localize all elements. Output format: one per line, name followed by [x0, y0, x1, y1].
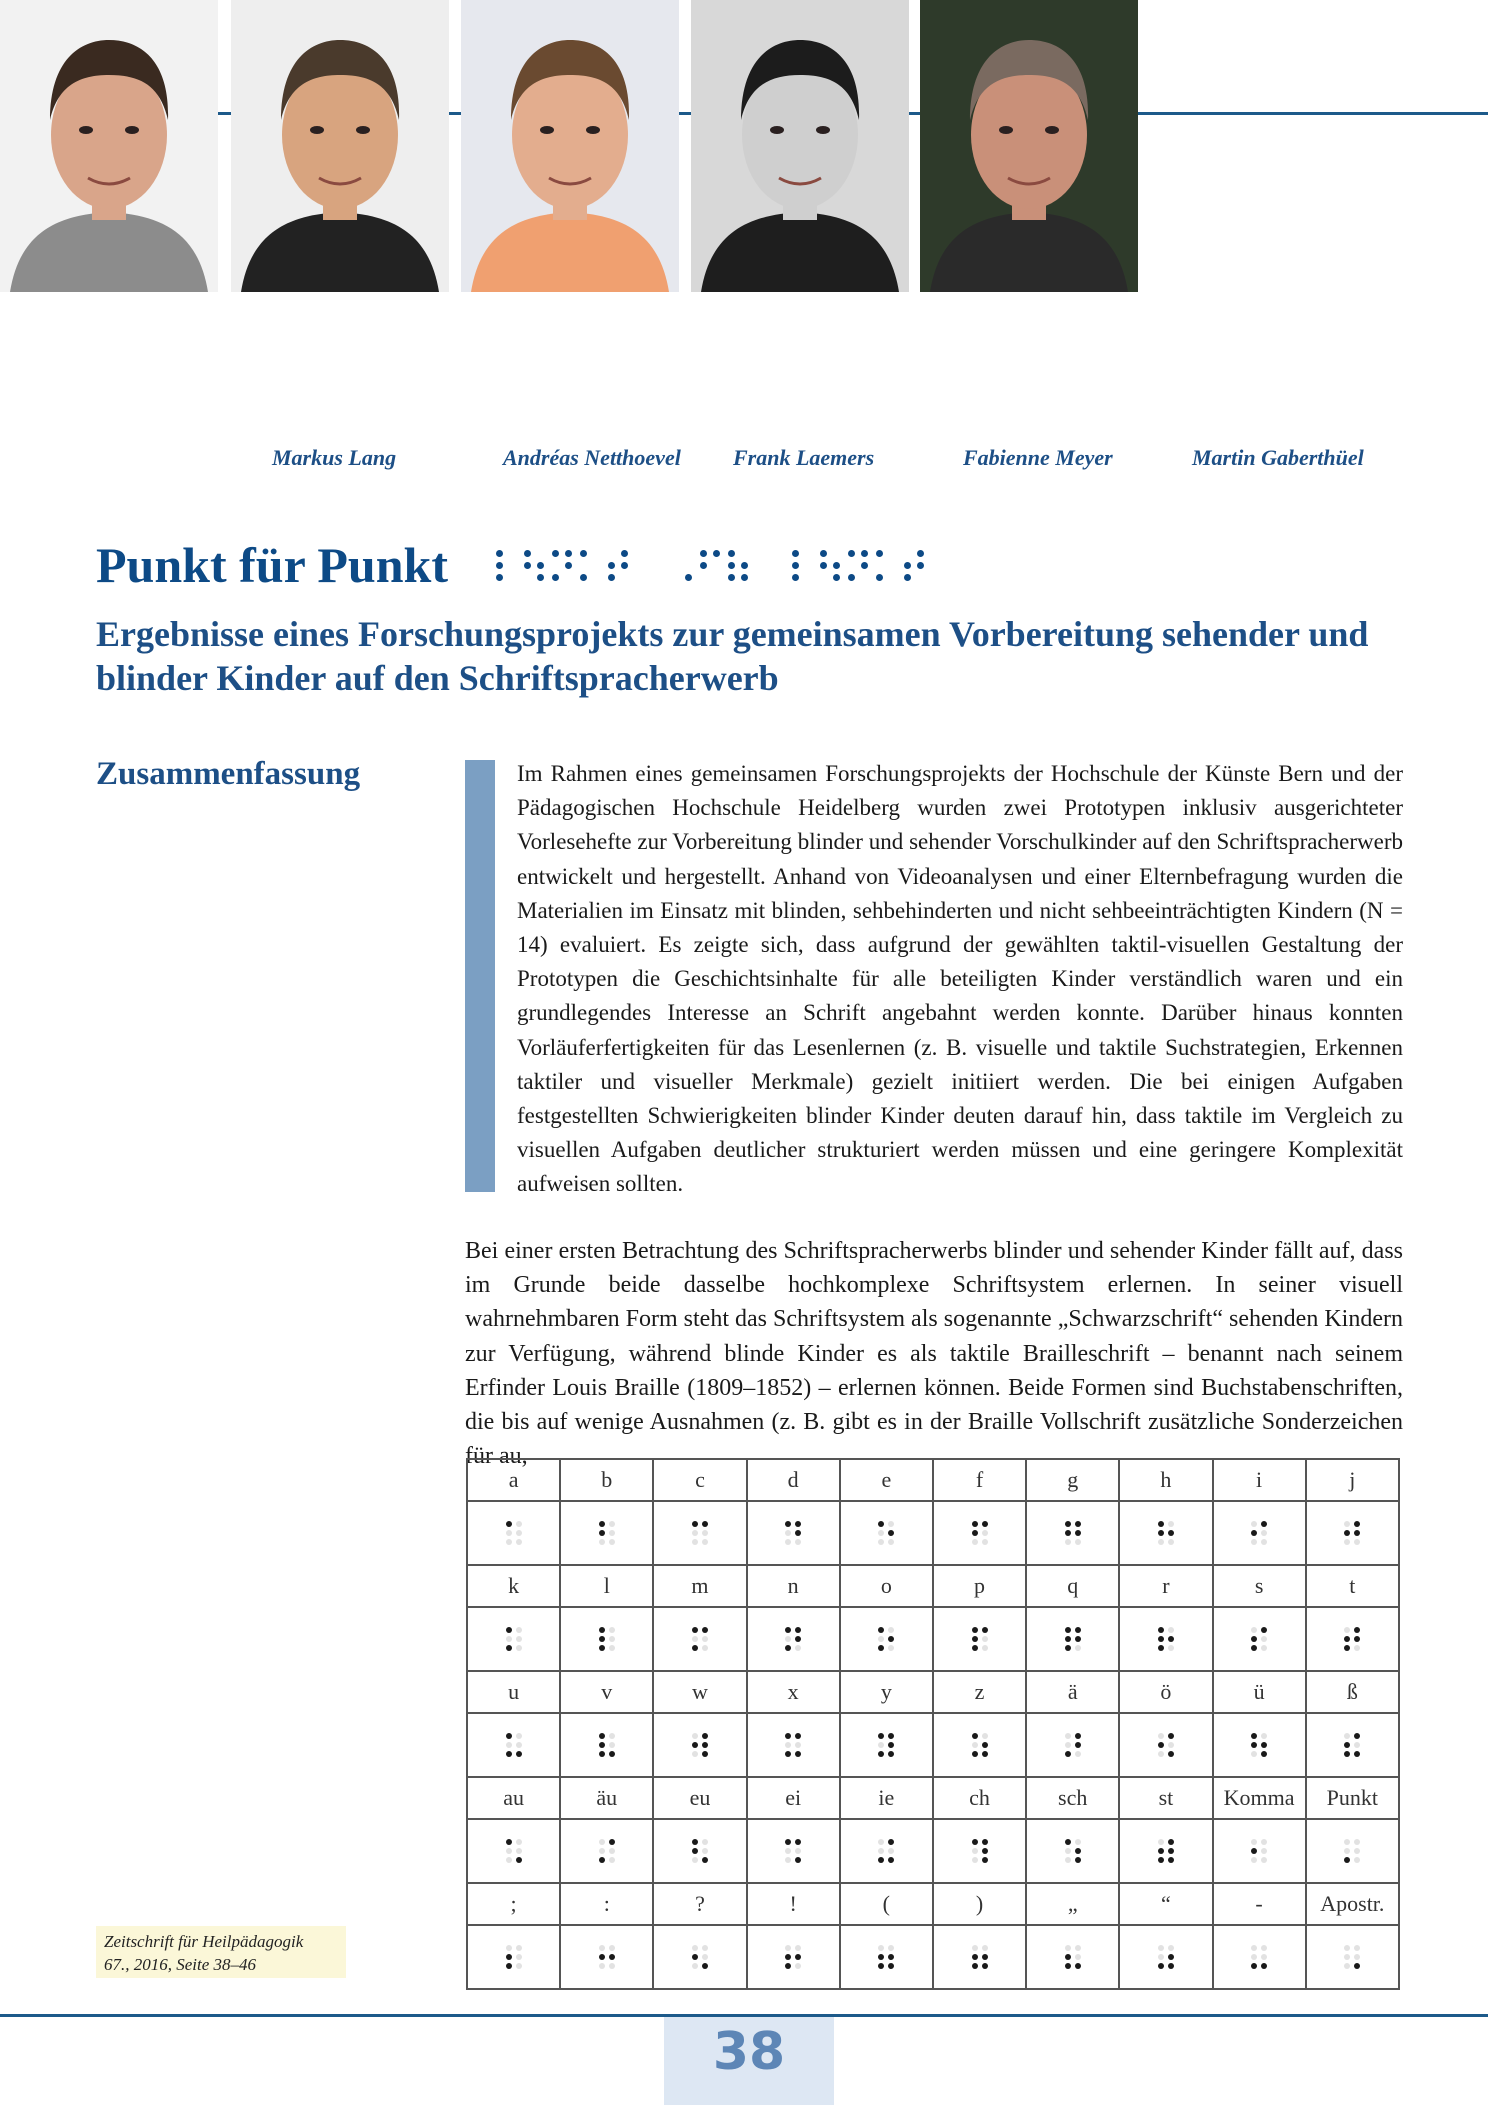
braille-symbol — [933, 1607, 1026, 1671]
letter-label: n — [747, 1565, 840, 1607]
braille-symbol — [840, 1501, 933, 1565]
braille-symbol — [747, 1925, 840, 1989]
braille-cell — [1158, 1839, 1174, 1863]
braille-cell — [878, 1521, 894, 1545]
letter-label: i — [1213, 1459, 1306, 1501]
braille-cell — [785, 1733, 801, 1757]
body-text: Bei einer ersten Betrachtung des Schriftspracherwerbs blinder und sehender Kinder fällt auf, dass im Grunde beide dasselbe hochkomplexe Schriftsystem erlernen. In seiner visuell wahrnehmbaren Form steht das Schriftsystem als sogenannte „Schwarzschrift“ sehenden Kindern zur Verfügung, während blinde Kinder es als taktile Brailleschrift – benannt nach seinem Erfinder Louis Braille (1809–1852) – erlernen können. Beide Formen sind Buchstabenschriften, die bis auf wenige Ausnahmen (z. B. gibt es in der Braille Vollschrift zusätzliche Sonderzeichen für au, — [465, 1238, 1403, 1470]
letter-label: r — [1119, 1565, 1212, 1607]
letter-label: y — [840, 1671, 933, 1713]
braille-cell — [599, 1521, 615, 1545]
braille-cell — [672, 550, 692, 581]
letter-label: p — [933, 1565, 1026, 1607]
braille-cell — [785, 1945, 801, 1969]
braille-cell — [728, 550, 748, 581]
letter-label: “ — [1119, 1883, 1212, 1925]
braille-cell — [820, 550, 840, 581]
letter-label: c — [653, 1459, 746, 1501]
braille-cell — [904, 550, 924, 581]
letter-label: d — [747, 1459, 840, 1501]
abstract-text: Im Rahmen eines gemeinsamen Forschungsprojekts der Hochschule der Künste Bern und der Pädagogischen Hochschule Heidelberg wurden zwei Prototypen inklusiv ausgerichteter Vorlesehefte zur Vorbereitung blinder und sehender Vorschulkinder auf den Schriftspracherwerb entwickelt und hergestellt. Anhand von Videoanalysen und einer Elternbefragung wurden die Materialien im Einsatz mit blinden, sehbehinderten und nicht sehbeeinträchtigten Kindern (N = 14) evaluiert. Es zeigte sich, dass aufgrund der gewählten taktil-visuellen Gestaltung der Prototypen die Geschichtsinhalte für alle beteiligten Kinder verständlich waren und ein grundlegendes Interesse an Schrift angebahnt werden konnte. Darüber hinaus konnten Vorläuferfertigkeiten für das Lesenlernen (z. B. visuelle und taktile Suchstrategien, Erkennen taktiler und visueller Merkmale) gezielt initiiert werden. Die bei einigen Aufgaben festgestellten Schwierigkeiten blinder Kinder deuten darauf hin, dass taktile im Vergleich zu visuellen Aufgaben deutlicher strukturiert werden müssen und eine geringere Komplexität aufweisen sollten. — [517, 761, 1403, 1197]
letter-label: : — [560, 1883, 653, 1925]
braille-cell — [506, 1945, 522, 1969]
braille-cell — [972, 1627, 988, 1651]
letter-label: o — [840, 1565, 933, 1607]
journal-reference — [96, 1926, 346, 1978]
braille-cell — [1251, 1733, 1267, 1757]
table-row-braille — [467, 1607, 1399, 1671]
braille-cell — [496, 550, 516, 581]
page-number: 38 — [712, 2022, 786, 2082]
braille-cell — [1344, 1839, 1360, 1863]
braille-symbol — [933, 1501, 1026, 1565]
braille-symbol — [1119, 1501, 1212, 1565]
title-braille — [496, 550, 924, 581]
braille-cell — [848, 550, 868, 581]
braille-cell — [1251, 1627, 1267, 1651]
braille-symbol — [1213, 1819, 1306, 1883]
braille-cell — [692, 1839, 708, 1863]
braille-symbol — [1026, 1713, 1119, 1777]
table-row-labels — [467, 1777, 1399, 1819]
braille-word — [672, 550, 748, 581]
letter-label: x — [747, 1671, 840, 1713]
braille-cell — [972, 1839, 988, 1863]
braille-cell — [1065, 1839, 1081, 1863]
braille-cell — [1158, 1521, 1174, 1545]
braille-symbol — [653, 1925, 746, 1989]
table-row-braille — [467, 1925, 1399, 1989]
letter-label: v — [560, 1671, 653, 1713]
braille-cell — [692, 1627, 708, 1651]
braille-symbol — [1306, 1819, 1399, 1883]
braille-cell — [1158, 1627, 1174, 1651]
table-row-braille — [467, 1501, 1399, 1565]
braille-symbol — [467, 1713, 560, 1777]
braille-cell — [878, 1627, 894, 1651]
braille-symbol — [1306, 1713, 1399, 1777]
letter-label: Punkt — [1306, 1777, 1399, 1819]
portrait-image — [231, 0, 449, 292]
letter-label: j — [1306, 1459, 1399, 1501]
braille-symbol — [1213, 1925, 1306, 1989]
braille-symbol — [1213, 1501, 1306, 1565]
braille-symbol — [560, 1501, 653, 1565]
braille-cell — [599, 1627, 615, 1651]
letter-label: s — [1213, 1565, 1306, 1607]
author-name: Andréas Netthoevel — [503, 445, 681, 470]
braille-symbol — [1306, 1925, 1399, 1989]
braille-symbol — [1026, 1925, 1119, 1989]
letter-label: - — [1213, 1883, 1306, 1925]
journal-volume: 67., 2016, Seite 38–46 — [104, 1955, 257, 1974]
table-row-braille — [467, 1713, 1399, 1777]
braille-cell — [692, 1733, 708, 1757]
braille-symbol — [840, 1607, 933, 1671]
braille-cell — [972, 1521, 988, 1545]
braille-cell — [1251, 1839, 1267, 1863]
letter-label: h — [1119, 1459, 1212, 1501]
braille-cell — [785, 1521, 801, 1545]
braille-symbol — [560, 1819, 653, 1883]
abstract-accent-bar — [465, 760, 495, 1192]
braille-cell — [1344, 1945, 1360, 1969]
braille-cell — [506, 1521, 522, 1545]
letter-label: m — [653, 1565, 746, 1607]
braille-cell — [1065, 1521, 1081, 1545]
letter-label: e — [840, 1459, 933, 1501]
braille-cell — [692, 1945, 708, 1969]
braille-symbol — [653, 1607, 746, 1671]
braille-symbol — [467, 1501, 560, 1565]
author-photo — [0, 0, 218, 292]
braille-cell — [506, 1733, 522, 1757]
braille-symbol — [1306, 1501, 1399, 1565]
table-row-braille — [467, 1819, 1399, 1883]
braille-cell — [506, 1627, 522, 1651]
letter-label: sch — [1026, 1777, 1119, 1819]
braille-cell — [599, 1945, 615, 1969]
letter-label: ? — [653, 1883, 746, 1925]
braille-word — [792, 550, 924, 581]
braille-cell — [552, 550, 572, 581]
braille-cell — [1251, 1945, 1267, 1969]
author-name: Markus Lang — [272, 445, 397, 470]
braille-cell — [599, 1733, 615, 1757]
letter-label: ä — [1026, 1671, 1119, 1713]
braille-symbol — [467, 1925, 560, 1989]
braille-symbol — [933, 1819, 1026, 1883]
braille-word — [496, 550, 628, 581]
braille-symbol — [467, 1607, 560, 1671]
braille-cell — [692, 1521, 708, 1545]
letter-label: st — [1119, 1777, 1212, 1819]
braille-cell — [972, 1945, 988, 1969]
braille-symbol — [1026, 1501, 1119, 1565]
braille-cell — [876, 550, 896, 581]
letter-label: ß — [1306, 1671, 1399, 1713]
braille-symbol — [747, 1713, 840, 1777]
braille-symbol — [1119, 1819, 1212, 1883]
letter-label: b — [560, 1459, 653, 1501]
letter-label: äu — [560, 1777, 653, 1819]
braille-cell — [1065, 1627, 1081, 1651]
braille-cell — [608, 550, 628, 581]
braille-symbol — [467, 1819, 560, 1883]
braille-symbol — [653, 1713, 746, 1777]
journal-title: Zeitschrift für Heilpädagogik — [104, 1932, 304, 1951]
braille-symbol — [1213, 1713, 1306, 1777]
braille-symbol — [560, 1713, 653, 1777]
braille-cell — [524, 550, 544, 581]
author-name: Fabienne Meyer — [963, 445, 1113, 470]
letter-label: t — [1306, 1565, 1399, 1607]
braille-cell — [878, 1733, 894, 1757]
letter-label: k — [467, 1565, 560, 1607]
author-photo — [231, 0, 449, 292]
letter-label: w — [653, 1671, 746, 1713]
letter-label: Komma — [1213, 1777, 1306, 1819]
page-title: Punkt für Punkt — [96, 537, 448, 593]
braille-cell — [792, 550, 812, 581]
letter-label: f — [933, 1459, 1026, 1501]
braille-symbol — [560, 1607, 653, 1671]
braille-cell — [878, 1945, 894, 1969]
braille-cell — [1065, 1733, 1081, 1757]
braille-symbol — [1026, 1819, 1119, 1883]
braille-symbol — [840, 1925, 933, 1989]
braille-symbol — [653, 1501, 746, 1565]
portrait-image — [920, 0, 1138, 292]
table-row-labels — [467, 1671, 1399, 1713]
braille-cell — [1158, 1945, 1174, 1969]
subtitle: Ergebnisse eines Forschungsprojekts zur gemeinsamen Vorbereitung sehender und blinder Kinder auf den Schriftspracherwerb — [96, 614, 1369, 698]
braille-symbol — [1213, 1607, 1306, 1671]
braille-symbol — [1026, 1607, 1119, 1671]
braille-symbol — [747, 1501, 840, 1565]
letter-label: g — [1026, 1459, 1119, 1501]
letter-label: ie — [840, 1777, 933, 1819]
braille-symbol — [560, 1925, 653, 1989]
braille-symbol — [747, 1607, 840, 1671]
author-name: Martin Gaberthüel — [1192, 445, 1364, 470]
braille-symbol — [1119, 1713, 1212, 1777]
braille-cell — [878, 1839, 894, 1863]
braille-symbol — [1306, 1607, 1399, 1671]
title-row — [96, 535, 924, 595]
letter-label: ch — [933, 1777, 1026, 1819]
portrait-image — [691, 0, 909, 292]
letter-label: u — [467, 1671, 560, 1713]
letter-label: eu — [653, 1777, 746, 1819]
author-photo — [461, 0, 679, 292]
braille-alphabet-table — [466, 1458, 1400, 1990]
letter-label: Apostr. — [1306, 1883, 1399, 1925]
letter-label: ! — [747, 1883, 840, 1925]
table-row-labels — [467, 1565, 1399, 1607]
table-row-labels — [467, 1459, 1399, 1501]
author-photo — [920, 0, 1138, 292]
author-name: Frank Laemers — [733, 445, 875, 470]
portrait-image — [0, 0, 218, 292]
braille-symbol — [747, 1819, 840, 1883]
letter-label: a — [467, 1459, 560, 1501]
braille-cell — [785, 1839, 801, 1863]
braille-cell — [580, 550, 600, 581]
section-heading-summary: Zusammenfassung — [96, 756, 361, 792]
braille-cell — [599, 1839, 615, 1863]
letter-label: ü — [1213, 1671, 1306, 1713]
braille-symbol — [933, 1713, 1026, 1777]
braille-cell — [785, 1627, 801, 1651]
braille-cell — [1344, 1627, 1360, 1651]
braille-cell — [1065, 1945, 1081, 1969]
braille-cell — [1251, 1521, 1267, 1545]
braille-cell — [1158, 1733, 1174, 1757]
letter-label: ( — [840, 1883, 933, 1925]
braille-symbol — [840, 1819, 933, 1883]
letter-label: au — [467, 1777, 560, 1819]
braille-cell — [506, 1839, 522, 1863]
letter-label: ; — [467, 1883, 560, 1925]
braille-symbol — [840, 1713, 933, 1777]
table-row-labels — [467, 1883, 1399, 1925]
author-photo — [691, 0, 909, 292]
letter-label: ei — [747, 1777, 840, 1819]
letter-label: „ — [1026, 1883, 1119, 1925]
braille-symbol — [653, 1819, 746, 1883]
letter-label: z — [933, 1671, 1026, 1713]
braille-cell — [1344, 1733, 1360, 1757]
braille-cell — [972, 1733, 988, 1757]
letter-label: l — [560, 1565, 653, 1607]
letter-label: q — [1026, 1565, 1119, 1607]
letter-label: ) — [933, 1883, 1026, 1925]
portrait-image — [461, 0, 679, 292]
letter-label: ö — [1119, 1671, 1212, 1713]
braille-cell — [1344, 1521, 1360, 1545]
braille-symbol — [1119, 1607, 1212, 1671]
braille-symbol — [1119, 1925, 1212, 1989]
braille-symbol — [933, 1925, 1026, 1989]
braille-cell — [700, 550, 720, 581]
